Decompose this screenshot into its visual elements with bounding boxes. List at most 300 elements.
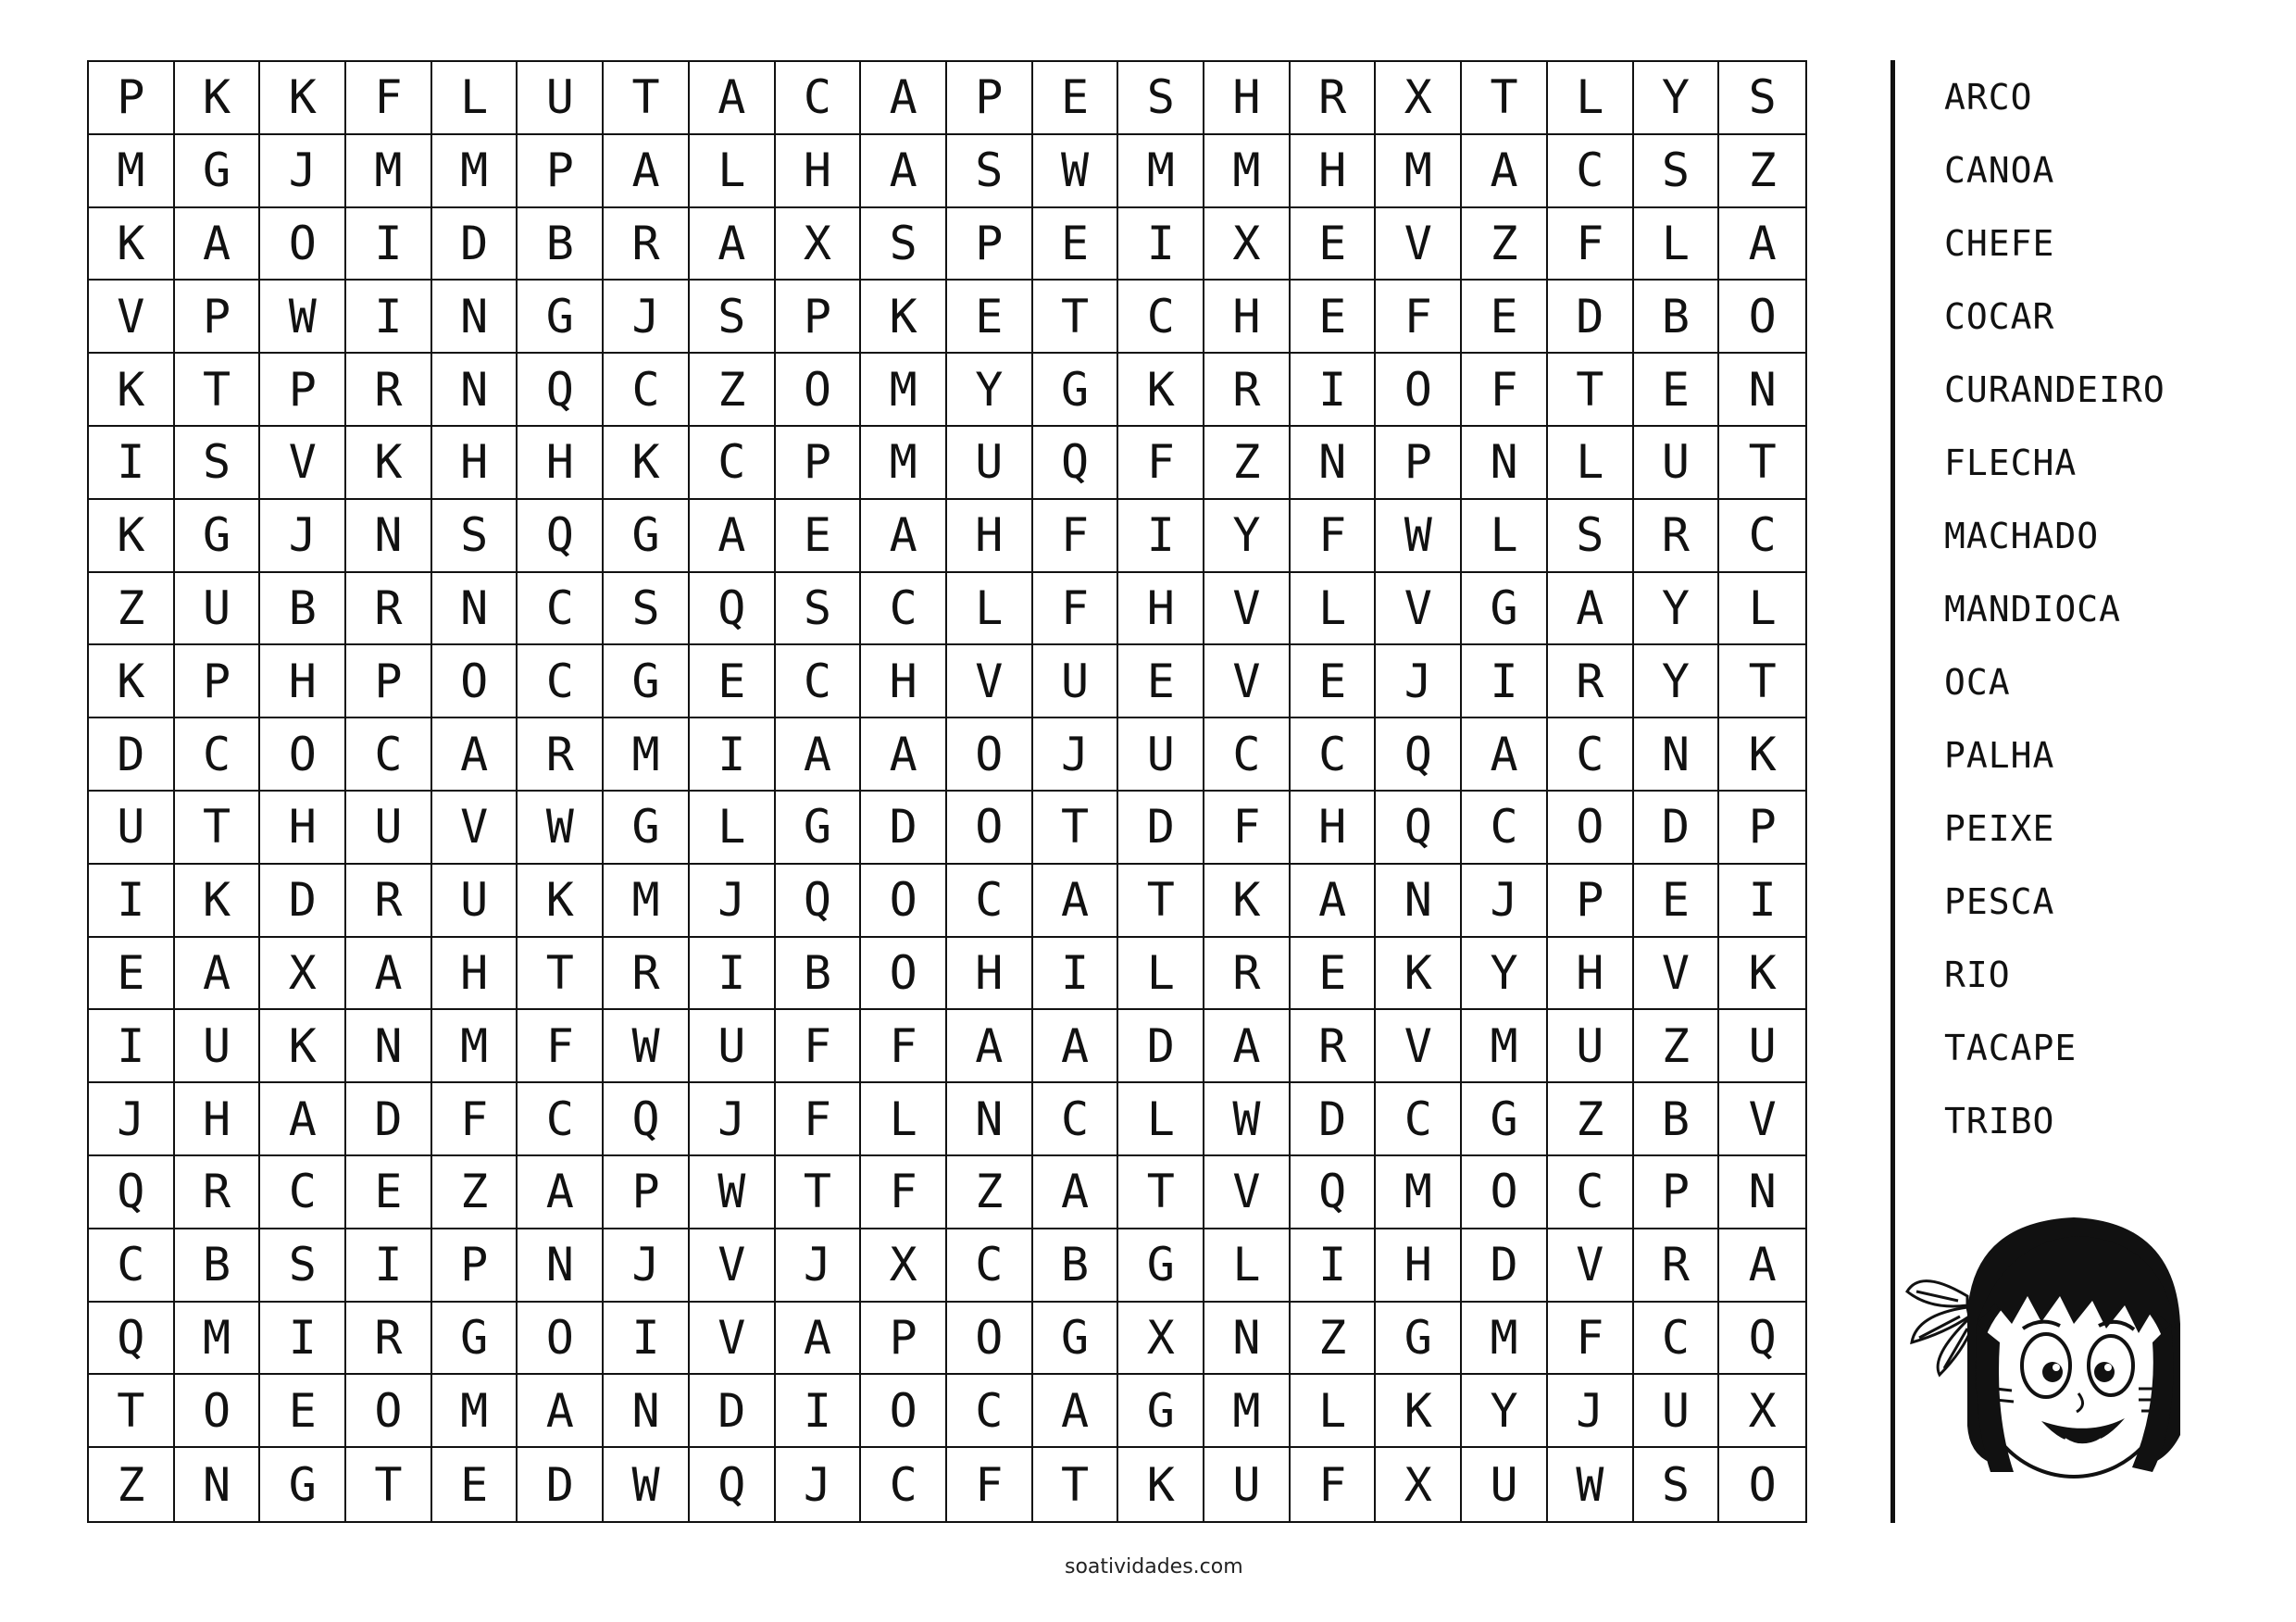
- grid-cell[interactable]: P: [1376, 427, 1462, 500]
- grid-cell[interactable]: D: [690, 1375, 776, 1448]
- grid-cell[interactable]: Q: [776, 865, 862, 938]
- grid-cell[interactable]: I: [1291, 1229, 1377, 1303]
- grid-cell[interactable]: N: [1462, 427, 1548, 500]
- grid-cell[interactable]: K: [861, 281, 947, 354]
- grid-cell[interactable]: E: [1291, 938, 1377, 1011]
- grid-cell[interactable]: F: [518, 1010, 604, 1083]
- grid-cell[interactable]: C: [947, 865, 1033, 938]
- grid-cell[interactable]: D: [89, 718, 175, 792]
- grid-cell[interactable]: G: [1118, 1229, 1204, 1303]
- grid-cell[interactable]: I: [1118, 208, 1204, 281]
- grid-cell[interactable]: Y: [1462, 938, 1548, 1011]
- grid-cell[interactable]: L: [1204, 1229, 1291, 1303]
- grid-cell[interactable]: U: [690, 1010, 776, 1083]
- grid-cell[interactable]: A: [861, 135, 947, 208]
- grid-cell[interactable]: C: [175, 718, 261, 792]
- grid-cell[interactable]: U: [175, 573, 261, 646]
- grid-cell[interactable]: O: [1462, 1156, 1548, 1229]
- grid-cell[interactable]: H: [432, 427, 518, 500]
- grid-cell[interactable]: A: [861, 718, 947, 792]
- grid-cell[interactable]: K: [346, 427, 432, 500]
- grid-cell[interactable]: R: [346, 354, 432, 427]
- grid-cell[interactable]: H: [947, 500, 1033, 573]
- grid-cell[interactable]: H: [260, 645, 346, 718]
- grid-cell[interactable]: L: [947, 573, 1033, 646]
- grid-cell[interactable]: N: [1719, 354, 1805, 427]
- grid-cell[interactable]: L: [1118, 1083, 1204, 1156]
- grid-cell[interactable]: Z: [1634, 1010, 1720, 1083]
- grid-cell[interactable]: L: [1548, 427, 1634, 500]
- grid-cell[interactable]: E: [690, 645, 776, 718]
- grid-cell[interactable]: C: [861, 573, 947, 646]
- grid-cell[interactable]: Q: [1291, 1156, 1377, 1229]
- grid-cell[interactable]: N: [518, 1229, 604, 1303]
- grid-cell[interactable]: O: [776, 354, 862, 427]
- grid-cell[interactable]: I: [1291, 354, 1377, 427]
- grid-cell[interactable]: C: [1291, 718, 1377, 792]
- grid-cell[interactable]: N: [346, 1010, 432, 1083]
- grid-cell[interactable]: R: [1204, 354, 1291, 427]
- grid-cell[interactable]: I: [89, 427, 175, 500]
- grid-cell[interactable]: H: [1291, 792, 1377, 865]
- grid-cell[interactable]: K: [1204, 865, 1291, 938]
- grid-cell[interactable]: Q: [604, 1083, 690, 1156]
- grid-cell[interactable]: U: [346, 792, 432, 865]
- grid-cell[interactable]: R: [346, 865, 432, 938]
- grid-cell[interactable]: E: [260, 1375, 346, 1448]
- grid-cell[interactable]: F: [1033, 573, 1119, 646]
- grid-cell[interactable]: V: [1376, 1010, 1462, 1083]
- grid-cell[interactable]: P: [260, 354, 346, 427]
- grid-cell[interactable]: B: [175, 1229, 261, 1303]
- grid-cell[interactable]: O: [432, 645, 518, 718]
- grid-cell[interactable]: F: [1118, 427, 1204, 500]
- grid-cell[interactable]: O: [260, 208, 346, 281]
- grid-cell[interactable]: M: [89, 135, 175, 208]
- grid-cell[interactable]: A: [1462, 718, 1548, 792]
- grid-cell[interactable]: B: [1634, 281, 1720, 354]
- grid-cell[interactable]: I: [89, 1010, 175, 1083]
- grid-cell[interactable]: X: [1118, 1303, 1204, 1376]
- grid-cell[interactable]: F: [346, 62, 432, 135]
- grid-cell[interactable]: A: [861, 62, 947, 135]
- grid-cell[interactable]: J: [89, 1083, 175, 1156]
- grid-cell[interactable]: Y: [1204, 500, 1291, 573]
- grid-cell[interactable]: G: [518, 281, 604, 354]
- grid-cell[interactable]: S: [947, 135, 1033, 208]
- grid-cell[interactable]: I: [1033, 938, 1119, 1011]
- grid-cell[interactable]: A: [861, 500, 947, 573]
- grid-cell[interactable]: K: [1376, 938, 1462, 1011]
- grid-cell[interactable]: E: [346, 1156, 432, 1229]
- grid-cell[interactable]: M: [1204, 135, 1291, 208]
- grid-cell[interactable]: O: [1748, 1457, 1777, 1512]
- grid-cell[interactable]: H: [518, 427, 604, 500]
- grid-cell[interactable]: I: [776, 1375, 862, 1448]
- grid-cell[interactable]: Y: [1462, 1375, 1548, 1448]
- grid-cell[interactable]: H: [1204, 62, 1291, 135]
- grid-cell[interactable]: G: [1118, 1375, 1204, 1448]
- grid-cell[interactable]: X: [776, 208, 862, 281]
- grid-cell[interactable]: Z: [947, 1156, 1033, 1229]
- grid-cell[interactable]: E: [1291, 208, 1377, 281]
- grid-cell[interactable]: C: [1118, 281, 1204, 354]
- grid-cell[interactable]: C: [604, 354, 690, 427]
- grid-cell[interactable]: R: [1291, 62, 1377, 135]
- grid-cell[interactable]: V: [1634, 938, 1720, 1011]
- grid-cell[interactable]: F: [1204, 792, 1291, 865]
- grid-cell[interactable]: N: [1204, 1303, 1291, 1376]
- grid-cell[interactable]: T: [604, 62, 690, 135]
- grid-cell[interactable]: M: [604, 865, 690, 938]
- grid-cell[interactable]: E: [432, 1448, 518, 1521]
- grid-cell[interactable]: P: [947, 62, 1033, 135]
- grid-cell[interactable]: Z: [1462, 208, 1548, 281]
- grid-cell[interactable]: R: [604, 938, 690, 1011]
- grid-cell[interactable]: S: [690, 281, 776, 354]
- grid-cell[interactable]: G: [604, 500, 690, 573]
- grid-cell[interactable]: F: [1462, 354, 1548, 427]
- grid-cell[interactable]: A: [1462, 135, 1548, 208]
- grid-cell[interactable]: K: [175, 62, 261, 135]
- grid-cell[interactable]: T: [1033, 1448, 1119, 1521]
- grid-cell[interactable]: P: [346, 645, 432, 718]
- grid-cell[interactable]: S: [1719, 62, 1805, 135]
- grid-cell[interactable]: U: [1033, 645, 1119, 718]
- grid-cell[interactable]: Q: [518, 354, 604, 427]
- grid-cell[interactable]: U: [1204, 1448, 1291, 1521]
- grid-cell[interactable]: L: [1634, 208, 1720, 281]
- grid-cell[interactable]: R: [1548, 645, 1634, 718]
- grid-cell[interactable]: B: [1033, 1229, 1119, 1303]
- grid-cell[interactable]: V: [260, 427, 346, 500]
- grid-cell[interactable]: K: [1118, 354, 1204, 427]
- grid-cell[interactable]: V: [432, 792, 518, 865]
- grid-cell[interactable]: T: [1033, 281, 1119, 354]
- grid-cell[interactable]: C: [518, 573, 604, 646]
- grid-cell[interactable]: W: [1033, 135, 1119, 208]
- grid-cell[interactable]: P: [604, 1156, 690, 1229]
- grid-cell[interactable]: Y: [1634, 645, 1720, 718]
- grid-cell[interactable]: O: [1719, 281, 1805, 354]
- grid-cell[interactable]: L: [1462, 500, 1548, 573]
- grid-cell[interactable]: J: [690, 1083, 776, 1156]
- grid-cell[interactable]: B: [776, 938, 862, 1011]
- grid-cell[interactable]: R: [346, 573, 432, 646]
- grid-cell[interactable]: U: [175, 1010, 261, 1083]
- grid-cell[interactable]: D: [1291, 1083, 1377, 1156]
- grid-cell[interactable]: U: [518, 62, 604, 135]
- grid-cell[interactable]: C: [346, 718, 432, 792]
- grid-cell[interactable]: L: [690, 135, 776, 208]
- grid-cell[interactable]: A: [518, 1156, 604, 1229]
- grid-cell[interactable]: U: [89, 792, 175, 865]
- grid-cell[interactable]: A: [432, 718, 518, 792]
- grid-cell[interactable]: K: [89, 354, 175, 427]
- grid-cell[interactable]: J: [604, 281, 690, 354]
- grid-cell[interactable]: P: [776, 281, 862, 354]
- grid-cell[interactable]: U: [1634, 427, 1720, 500]
- grid-cell[interactable]: R: [1291, 1010, 1377, 1083]
- grid-cell[interactable]: V: [1548, 1229, 1634, 1303]
- grid-cell[interactable]: F: [1033, 500, 1119, 573]
- grid-cell[interactable]: R: [1204, 938, 1291, 1011]
- grid-cell[interactable]: N: [1376, 865, 1462, 938]
- grid-cell[interactable]: F: [1376, 281, 1462, 354]
- grid-cell[interactable]: J: [604, 1229, 690, 1303]
- grid-cell[interactable]: W: [1204, 1083, 1291, 1156]
- grid-cell[interactable]: C: [1548, 718, 1634, 792]
- grid-cell[interactable]: P: [518, 135, 604, 208]
- grid-cell[interactable]: L: [1118, 938, 1204, 1011]
- grid-cell[interactable]: H: [776, 135, 862, 208]
- grid-cell[interactable]: I: [89, 865, 175, 938]
- grid-cell[interactable]: C: [1462, 792, 1548, 865]
- grid-cell[interactable]: Q: [1376, 792, 1462, 865]
- grid-cell[interactable]: O: [861, 865, 947, 938]
- grid-cell[interactable]: M: [1462, 1303, 1548, 1376]
- grid-cell[interactable]: J: [776, 1229, 862, 1303]
- grid-cell[interactable]: I: [690, 718, 776, 792]
- grid-cell[interactable]: P: [175, 281, 261, 354]
- grid-cell[interactable]: M: [432, 1010, 518, 1083]
- grid-cell[interactable]: G: [260, 1448, 346, 1521]
- grid-cell[interactable]: E: [776, 500, 862, 573]
- grid-cell[interactable]: G: [1376, 1303, 1462, 1376]
- grid-cell[interactable]: L: [861, 1083, 947, 1156]
- grid-cell[interactable]: S: [1634, 135, 1720, 208]
- grid-cell[interactable]: D: [1462, 1229, 1548, 1303]
- grid-cell[interactable]: W: [518, 792, 604, 865]
- grid-cell[interactable]: G: [1033, 354, 1119, 427]
- grid-cell[interactable]: J: [1462, 865, 1548, 938]
- grid-cell[interactable]: T: [1548, 354, 1634, 427]
- grid-cell[interactable]: J: [690, 865, 776, 938]
- grid-cell[interactable]: C: [518, 1083, 604, 1156]
- grid-cell[interactable]: D: [1634, 792, 1720, 865]
- grid-cell[interactable]: G: [432, 1303, 518, 1376]
- grid-cell[interactable]: Z: [1291, 1303, 1377, 1376]
- grid-cell[interactable]: S: [432, 500, 518, 573]
- grid-cell[interactable]: R: [175, 1156, 261, 1229]
- grid-cell[interactable]: W: [604, 1010, 690, 1083]
- grid-cell[interactable]: L: [1291, 1375, 1377, 1448]
- grid-cell[interactable]: V: [1204, 1156, 1291, 1229]
- grid-cell[interactable]: H: [1548, 938, 1634, 1011]
- grid-cell[interactable]: K: [1719, 938, 1805, 1011]
- grid-cell[interactable]: V: [1719, 1083, 1805, 1156]
- grid-cell[interactable]: M: [1376, 135, 1462, 208]
- grid-cell[interactable]: I: [1462, 645, 1548, 718]
- grid-cell[interactable]: F: [861, 1010, 947, 1083]
- grid-cell[interactable]: U: [1462, 1448, 1548, 1521]
- grid-cell[interactable]: L: [1291, 573, 1377, 646]
- grid-cell[interactable]: J: [1376, 645, 1462, 718]
- grid-cell[interactable]: E: [1118, 645, 1204, 718]
- grid-cell[interactable]: E: [947, 281, 1033, 354]
- grid-cell[interactable]: N: [346, 500, 432, 573]
- grid-cell[interactable]: L: [1719, 573, 1805, 646]
- grid-cell[interactable]: C: [89, 1229, 175, 1303]
- grid-cell[interactable]: T: [89, 1375, 175, 1448]
- grid-cell[interactable]: C: [690, 427, 776, 500]
- grid-cell[interactable]: R: [1634, 500, 1720, 573]
- grid-cell[interactable]: H: [432, 938, 518, 1011]
- grid-cell[interactable]: A: [690, 62, 776, 135]
- grid-cell[interactable]: Z: [1548, 1083, 1634, 1156]
- grid-cell[interactable]: A: [175, 938, 261, 1011]
- grid-cell[interactable]: Y: [1634, 573, 1720, 646]
- grid-cell[interactable]: G: [776, 792, 862, 865]
- grid-cell[interactable]: O: [260, 718, 346, 792]
- grid-cell[interactable]: A: [690, 208, 776, 281]
- grid-cell[interactable]: V: [1204, 645, 1291, 718]
- grid-cell[interactable]: A: [1033, 1375, 1119, 1448]
- grid-cell[interactable]: Z: [89, 1448, 175, 1521]
- grid-cell[interactable]: A: [1204, 1010, 1291, 1083]
- grid-cell[interactable]: N: [1291, 427, 1377, 500]
- grid-cell[interactable]: Z: [89, 573, 175, 646]
- grid-cell[interactable]: K: [89, 208, 175, 281]
- grid-cell[interactable]: M: [861, 427, 947, 500]
- grid-cell[interactable]: S: [861, 208, 947, 281]
- grid-cell[interactable]: E: [1291, 281, 1377, 354]
- grid-cell[interactable]: L: [690, 792, 776, 865]
- grid-cell[interactable]: Z: [690, 354, 776, 427]
- grid-cell[interactable]: A: [1719, 208, 1805, 281]
- grid-cell[interactable]: Z: [432, 1156, 518, 1229]
- grid-cell[interactable]: V: [1204, 573, 1291, 646]
- grid-cell[interactable]: J: [1548, 1375, 1634, 1448]
- grid-cell[interactable]: L: [432, 62, 518, 135]
- grid-cell[interactable]: K: [1376, 1375, 1462, 1448]
- grid-cell[interactable]: V: [1376, 208, 1462, 281]
- grid-cell[interactable]: S: [1548, 500, 1634, 573]
- grid-cell[interactable]: C: [1719, 500, 1805, 573]
- grid-cell[interactable]: K: [1118, 1448, 1204, 1521]
- grid-cell[interactable]: H: [260, 792, 346, 865]
- grid-cell[interactable]: A: [518, 1375, 604, 1448]
- grid-cell[interactable]: J: [260, 135, 346, 208]
- grid-cell[interactable]: G: [175, 500, 261, 573]
- grid-cell[interactable]: C: [1548, 1156, 1634, 1229]
- grid-cell[interactable]: R: [346, 1303, 432, 1376]
- grid-cell[interactable]: N: [947, 1083, 1033, 1156]
- grid-cell[interactable]: I: [260, 1303, 346, 1376]
- grid-cell[interactable]: K: [518, 865, 604, 938]
- grid-cell[interactable]: K: [175, 865, 261, 938]
- grid-cell[interactable]: W: [260, 281, 346, 354]
- grid-cell[interactable]: A: [1033, 865, 1119, 938]
- grid-cell[interactable]: V: [947, 645, 1033, 718]
- grid-cell[interactable]: E: [1634, 354, 1720, 427]
- grid-cell[interactable]: C: [260, 1156, 346, 1229]
- grid-cell[interactable]: M: [1118, 135, 1204, 208]
- grid-cell[interactable]: P: [861, 1303, 947, 1376]
- grid-cell[interactable]: A: [1719, 1229, 1805, 1303]
- grid-cell[interactable]: N: [432, 573, 518, 646]
- grid-cell[interactable]: S: [260, 1229, 346, 1303]
- grid-cell[interactable]: O: [1376, 354, 1462, 427]
- grid-cell[interactable]: N: [604, 1375, 690, 1448]
- grid-cell[interactable]: A: [776, 1303, 862, 1376]
- grid-cell[interactable]: H: [1291, 135, 1377, 208]
- grid-cell[interactable]: K: [604, 427, 690, 500]
- grid-cell[interactable]: T: [1118, 1156, 1204, 1229]
- grid-cell[interactable]: X: [1376, 1448, 1462, 1521]
- grid-cell[interactable]: C: [1548, 135, 1634, 208]
- grid-cell[interactable]: T: [175, 354, 261, 427]
- grid-cell[interactable]: K: [1719, 718, 1805, 792]
- grid-cell[interactable]: Q: [1376, 718, 1462, 792]
- grid-cell[interactable]: F: [1548, 1303, 1634, 1376]
- grid-cell[interactable]: W: [1376, 500, 1462, 573]
- grid-cell[interactable]: C: [947, 1229, 1033, 1303]
- grid-cell[interactable]: C: [518, 645, 604, 718]
- grid-cell[interactable]: D: [346, 1083, 432, 1156]
- grid-cell[interactable]: M: [346, 135, 432, 208]
- grid-cell[interactable]: R: [518, 718, 604, 792]
- grid-cell[interactable]: I: [346, 1229, 432, 1303]
- grid-cell[interactable]: A: [1291, 865, 1377, 938]
- grid-cell[interactable]: J: [260, 500, 346, 573]
- grid-cell[interactable]: E: [1033, 62, 1119, 135]
- grid-cell[interactable]: S: [1118, 62, 1204, 135]
- grid-cell[interactable]: D: [518, 1448, 604, 1521]
- grid-cell[interactable]: I: [690, 938, 776, 1011]
- grid-cell[interactable]: W: [690, 1156, 776, 1229]
- grid-cell[interactable]: V: [89, 281, 175, 354]
- grid-cell[interactable]: H: [1204, 281, 1291, 354]
- grid-cell[interactable]: N: [432, 281, 518, 354]
- grid-cell[interactable]: O: [861, 1375, 947, 1448]
- grid-cell[interactable]: H: [1118, 573, 1204, 646]
- grid-cell[interactable]: I: [1719, 865, 1805, 938]
- grid-cell[interactable]: O: [947, 1303, 1033, 1376]
- grid-cell[interactable]: O: [175, 1375, 261, 1448]
- grid-cell[interactable]: L: [1548, 62, 1634, 135]
- grid-cell[interactable]: H: [861, 645, 947, 718]
- grid-cell[interactable]: A: [260, 1083, 346, 1156]
- grid-cell[interactable]: A: [1033, 1156, 1119, 1229]
- grid-cell[interactable]: W: [1548, 1448, 1634, 1521]
- grid-cell[interactable]: V: [690, 1303, 776, 1376]
- grid-cell[interactable]: N: [1719, 1156, 1805, 1229]
- grid-cell[interactable]: P: [89, 62, 175, 135]
- grid-cell[interactable]: T: [1719, 645, 1805, 718]
- grid-cell[interactable]: F: [776, 1010, 862, 1083]
- grid-cell[interactable]: Y: [947, 354, 1033, 427]
- grid-cell[interactable]: X: [861, 1229, 947, 1303]
- grid-cell[interactable]: O: [947, 792, 1033, 865]
- grid-cell[interactable]: B: [260, 573, 346, 646]
- grid-cell[interactable]: Z: [1204, 427, 1291, 500]
- grid-cell[interactable]: Q: [89, 1156, 175, 1229]
- grid-cell[interactable]: R: [1634, 1229, 1720, 1303]
- grid-cell[interactable]: J: [776, 1448, 862, 1521]
- grid-cell[interactable]: I: [346, 281, 432, 354]
- grid-cell[interactable]: A: [1033, 1010, 1119, 1083]
- grid-cell[interactable]: V: [1376, 573, 1462, 646]
- grid-cell[interactable]: A: [346, 938, 432, 1011]
- grid-cell[interactable]: K: [89, 500, 175, 573]
- grid-cell[interactable]: E: [1634, 865, 1720, 938]
- grid-cell[interactable]: B: [1634, 1083, 1720, 1156]
- grid-cell[interactable]: X: [260, 938, 346, 1011]
- grid-cell[interactable]: C: [861, 1448, 947, 1521]
- grid-cell[interactable]: Q: [1719, 1303, 1805, 1376]
- grid-cell[interactable]: P: [947, 208, 1033, 281]
